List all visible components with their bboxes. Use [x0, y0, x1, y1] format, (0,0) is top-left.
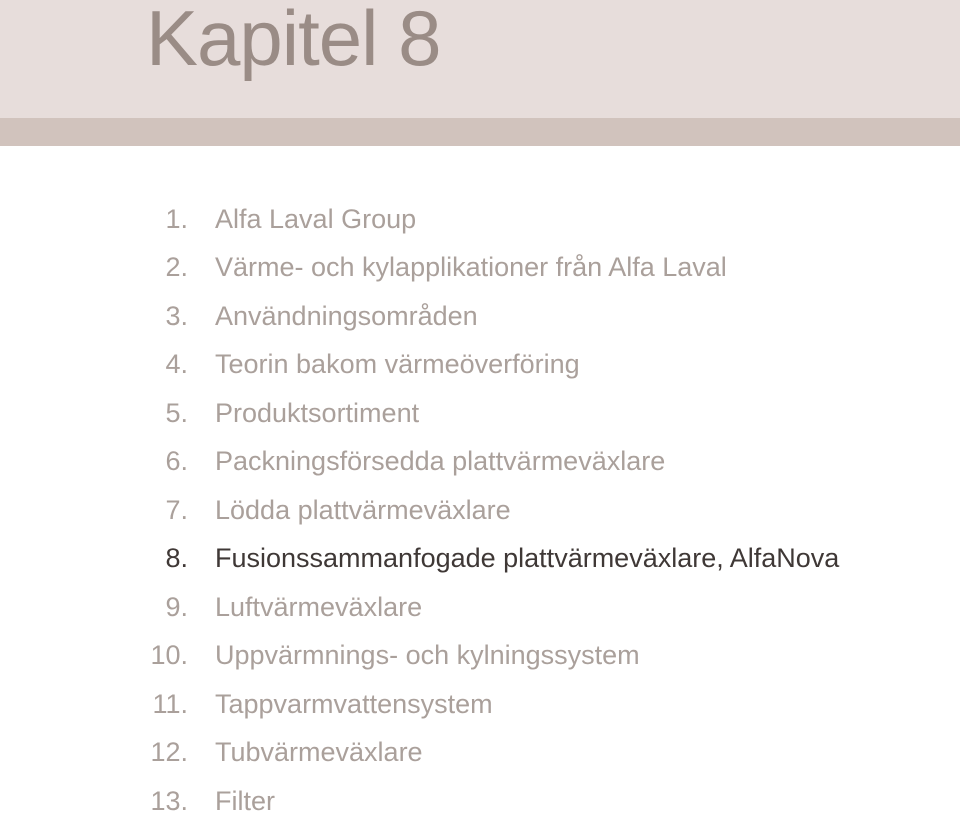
toc-item-4: [0, 341, 960, 390]
toc-item-11: [0, 680, 960, 729]
toc-item-label: Filter: [215, 785, 275, 816]
toc-item-number: 9.: [165, 591, 188, 622]
toc-item-label: Fusionssammanfogade plattvärmeväxlare, AlfaNova: [215, 543, 840, 574]
toc-item-8-current: [0, 535, 960, 584]
toc-item-5: [0, 389, 960, 438]
header-stripe: [0, 118, 960, 146]
table-of-contents: [0, 195, 960, 826]
toc-item-number: 12.: [150, 737, 188, 768]
toc-item-12: [0, 729, 960, 778]
toc-item-number: 4.: [165, 349, 188, 380]
toc-item-3: [0, 292, 960, 341]
toc-item-number: 7.: [165, 494, 188, 525]
toc-item-label: Användningsområden: [215, 300, 478, 331]
toc-item-number: 3.: [165, 300, 188, 331]
toc-item-13: [0, 777, 960, 826]
toc-item-label: Tappvarmvattensystem: [215, 688, 493, 719]
toc-item-number: 11.: [152, 688, 188, 719]
toc-item-number: 13.: [150, 785, 188, 816]
toc-item-7: [0, 486, 960, 535]
toc-item-label: Tubvärmeväxlare: [215, 737, 423, 768]
header-band: [0, 0, 960, 118]
toc-item-number: 1.: [165, 203, 188, 234]
toc-item-label: Lödda plattvärmeväxlare: [215, 494, 511, 525]
toc-item-number: 10.: [150, 640, 188, 671]
toc-item-2: [0, 244, 960, 293]
toc-item-label: Alfa Laval Group: [215, 203, 417, 234]
toc-item-number: 6.: [165, 446, 188, 477]
toc-item-label: Teorin bakom värmeöverföring: [215, 349, 580, 380]
toc-item-1: [0, 195, 960, 244]
toc-item-number: 8.: [165, 543, 188, 574]
toc-item-label: Produktsortiment: [215, 397, 420, 428]
toc-item-6: [0, 438, 960, 487]
toc-item-number: 2.: [165, 252, 188, 283]
toc-item-label: Uppvärmnings- och kylningssystem: [215, 640, 640, 671]
toc-item-label: Luftvärmeväxlare: [215, 591, 423, 622]
page-title: Kapitel 8: [146, 0, 441, 82]
toc-item-9: [0, 583, 960, 632]
toc-item-10: [0, 632, 960, 681]
toc-item-number: 5.: [165, 397, 188, 428]
toc-item-label: Packningsförsedda plattvärmeväxlare: [215, 446, 666, 477]
toc-item-label: Värme- och kylapplikationer från Alfa Laval: [215, 252, 727, 283]
